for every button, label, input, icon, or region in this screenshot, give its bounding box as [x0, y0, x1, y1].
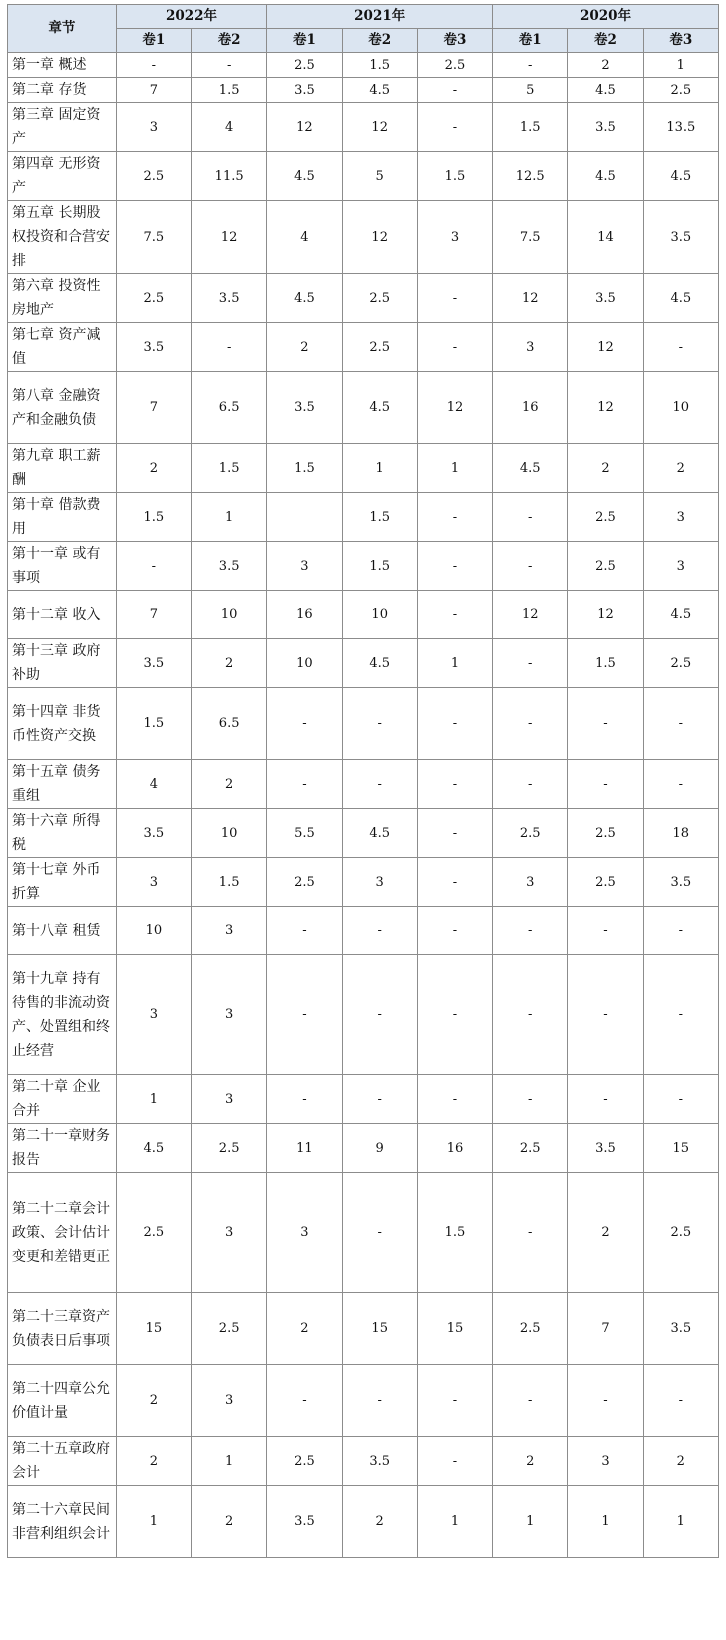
score-cell: 1: [643, 1486, 718, 1558]
chapter-cell: 第八章 金融资产和金融负债: [8, 372, 117, 444]
score-cell: 3.5: [568, 274, 643, 323]
table-row: [8, 53, 719, 78]
score-cell: 4: [267, 201, 342, 274]
table-row: [8, 1124, 719, 1173]
chapter-cell: 第十五章 债务重组: [8, 760, 117, 809]
score-cell: 15: [643, 1124, 718, 1173]
score-cell: 12: [267, 103, 342, 152]
score-cell: 4.5: [643, 591, 718, 639]
score-cell: 2: [116, 1437, 191, 1486]
score-cell: 3: [493, 323, 568, 372]
score-cell: 2: [267, 1293, 342, 1365]
score-cell: -: [342, 907, 417, 955]
score-cell: -: [643, 907, 718, 955]
score-cell: 16: [417, 1124, 492, 1173]
chapter-cell: 第十章 借款费用: [8, 493, 117, 542]
score-cell: 3.5: [116, 323, 191, 372]
score-cell: 1.5: [493, 103, 568, 152]
score-cell: -: [116, 53, 191, 78]
chapter-column-header: 章节: [8, 5, 117, 53]
paper-header: 卷1: [267, 29, 342, 53]
score-cell: 7: [568, 1293, 643, 1365]
score-cell: 13.5: [643, 103, 718, 152]
score-cell: 1: [417, 639, 492, 688]
score-cell: 3: [267, 542, 342, 591]
score-cell: -: [493, 907, 568, 955]
chapter-cell: 第七章 资产减值: [8, 323, 117, 372]
table-row: [8, 152, 719, 201]
score-cell: 3: [342, 858, 417, 907]
score-cell: -: [568, 688, 643, 760]
score-cell: 1: [192, 493, 267, 542]
score-cell: -: [267, 1365, 342, 1437]
score-cell: 12: [342, 103, 417, 152]
score-cell: 6.5: [192, 372, 267, 444]
score-cell: 6.5: [192, 688, 267, 760]
year-header-2021: 2021年: [267, 5, 493, 29]
score-cell: -: [417, 542, 492, 591]
paper-header: 卷3: [417, 29, 492, 53]
score-cell: -: [417, 955, 492, 1075]
score-cell: -: [493, 542, 568, 591]
score-cell: -: [342, 1173, 417, 1293]
score-cell: 2.5: [643, 1173, 718, 1293]
score-cell: -: [493, 688, 568, 760]
score-cell: 2: [192, 1486, 267, 1558]
score-cell: -: [417, 103, 492, 152]
score-cell: 2.5: [568, 858, 643, 907]
score-cell: 4.5: [342, 639, 417, 688]
score-cell: 1: [192, 1437, 267, 1486]
score-cell: 14: [568, 201, 643, 274]
score-cell: 1.5: [342, 53, 417, 78]
score-cell: 2: [192, 760, 267, 809]
chapter-cell: 第二章 存货: [8, 78, 117, 103]
score-cell: 5.5: [267, 809, 342, 858]
score-cell: 3: [116, 858, 191, 907]
score-cell: -: [417, 809, 492, 858]
score-cell: -: [568, 1075, 643, 1124]
score-cell: -: [267, 1075, 342, 1124]
header-row-years: [8, 5, 719, 29]
score-cell: 2.5: [417, 53, 492, 78]
score-cell: 1.5: [192, 858, 267, 907]
score-cell: 3: [417, 201, 492, 274]
score-cell: 11: [267, 1124, 342, 1173]
chapter-cell: 第十八章 租赁: [8, 907, 117, 955]
score-cell: 3.5: [267, 78, 342, 103]
score-cell: -: [116, 542, 191, 591]
chapter-cell: 第二十三章资产负债表日后事项: [8, 1293, 117, 1365]
chapter-cell: 第二十六章民间非营利组织会计: [8, 1486, 117, 1558]
table-row: [8, 372, 719, 444]
score-cell: 12: [568, 591, 643, 639]
score-cell: 3.5: [568, 1124, 643, 1173]
score-cell: -: [568, 955, 643, 1075]
score-cell: 4.5: [342, 809, 417, 858]
score-cell: 12: [342, 201, 417, 274]
score-cell: -: [417, 760, 492, 809]
chapter-cell: 第十一章 或有事项: [8, 542, 117, 591]
score-cell: 1: [116, 1075, 191, 1124]
score-cell: 3: [116, 955, 191, 1075]
score-cell: 4.5: [493, 444, 568, 493]
score-cell: 3.5: [342, 1437, 417, 1486]
score-cell: 3.5: [116, 809, 191, 858]
score-cell: 4.5: [342, 372, 417, 444]
table-row: [8, 955, 719, 1075]
score-cell: 12: [192, 201, 267, 274]
table-row: [8, 78, 719, 103]
table-row: [8, 1365, 719, 1437]
chapter-cell: 第二十章 企业合并: [8, 1075, 117, 1124]
score-cell: 4.5: [568, 152, 643, 201]
score-cell: -: [643, 955, 718, 1075]
chapter-cell: 第二十四章公允价值计量: [8, 1365, 117, 1437]
score-cell: -: [267, 688, 342, 760]
score-cell: 2.5: [116, 152, 191, 201]
score-cell: -: [267, 955, 342, 1075]
score-cell: 3: [192, 955, 267, 1075]
table-row: [8, 907, 719, 955]
chapter-cell: 第一章 概述: [8, 53, 117, 78]
score-cell: 1.5: [417, 152, 492, 201]
score-cell: 16: [267, 591, 342, 639]
score-cell: 3: [192, 1173, 267, 1293]
score-cell: 4.5: [267, 274, 342, 323]
paper-header: 卷1: [493, 29, 568, 53]
paper-header: 卷2: [192, 29, 267, 53]
score-cell: -: [493, 1075, 568, 1124]
year-header-2020: 2020年: [493, 5, 719, 29]
table-row: [8, 688, 719, 760]
score-cell: 9: [342, 1124, 417, 1173]
score-cell: -: [342, 955, 417, 1075]
score-cell: 1.5: [417, 1173, 492, 1293]
score-cell: 2.5: [267, 1437, 342, 1486]
score-cell: 2.5: [192, 1293, 267, 1365]
score-cell: -: [643, 323, 718, 372]
score-cell: 3.5: [568, 103, 643, 152]
score-cell: 2: [568, 53, 643, 78]
score-cell: 3: [267, 1173, 342, 1293]
score-cell: -: [493, 760, 568, 809]
score-cell: 2: [342, 1486, 417, 1558]
chapter-cell: 第十七章 外币折算: [8, 858, 117, 907]
score-cell: -: [342, 1365, 417, 1437]
score-cell: 7: [116, 372, 191, 444]
score-cell: -: [417, 323, 492, 372]
table-header: [8, 5, 719, 53]
score-cell: 2.5: [342, 323, 417, 372]
score-cell: -: [267, 760, 342, 809]
chapter-cell: 第三章 固定资产: [8, 103, 117, 152]
score-cell: -: [417, 688, 492, 760]
score-cell: -: [342, 1075, 417, 1124]
score-cell: [267, 493, 342, 542]
score-cell: 4: [192, 103, 267, 152]
score-cell: 2: [643, 1437, 718, 1486]
score-cell: 7: [116, 591, 191, 639]
score-cell: 3: [192, 1075, 267, 1124]
score-cell: -: [417, 274, 492, 323]
chapter-cell: 第十九章 持有待售的非流动资产、处置组和终止经营: [8, 955, 117, 1075]
chapter-cell: 第十六章 所得税: [8, 809, 117, 858]
table-row: [8, 639, 719, 688]
table-row: [8, 444, 719, 493]
score-cell: 3: [192, 907, 267, 955]
score-cell: 3: [643, 493, 718, 542]
score-cell: 15: [417, 1293, 492, 1365]
score-cell: 11.5: [192, 152, 267, 201]
score-cell: -: [192, 323, 267, 372]
score-cell: 4.5: [643, 152, 718, 201]
score-cell: 2: [643, 444, 718, 493]
score-cell: 7.5: [116, 201, 191, 274]
table-row: [8, 760, 719, 809]
table-row: [8, 858, 719, 907]
score-cell: 2.5: [568, 493, 643, 542]
score-cell: 4.5: [116, 1124, 191, 1173]
table-row: [8, 1173, 719, 1293]
paper-header: 卷2: [568, 29, 643, 53]
paper-header: 卷2: [342, 29, 417, 53]
score-cell: 10: [192, 809, 267, 858]
score-cell: 3: [493, 858, 568, 907]
score-cell: 2: [568, 1173, 643, 1293]
score-cell: 10: [643, 372, 718, 444]
score-cell: -: [493, 1173, 568, 1293]
score-cell: -: [417, 1437, 492, 1486]
score-cell: -: [493, 1365, 568, 1437]
score-cell: 1: [568, 1486, 643, 1558]
score-cell: 12.5: [493, 152, 568, 201]
score-cell: 1: [116, 1486, 191, 1558]
score-cell: 2: [192, 639, 267, 688]
score-cell: -: [417, 493, 492, 542]
table-row: [8, 1486, 719, 1558]
table-row: [8, 542, 719, 591]
score-cell: 1: [643, 53, 718, 78]
score-cell: 2.5: [267, 53, 342, 78]
score-cell: 2.5: [493, 809, 568, 858]
score-cell: 3.5: [267, 1486, 342, 1558]
table-body: [8, 53, 719, 1558]
score-cell: -: [417, 858, 492, 907]
score-cell: 3: [643, 542, 718, 591]
score-cell: -: [417, 591, 492, 639]
score-cell: 10: [267, 639, 342, 688]
score-cell: -: [417, 1075, 492, 1124]
score-cell: 15: [116, 1293, 191, 1365]
score-cell: 1.5: [267, 444, 342, 493]
score-cell: 12: [493, 591, 568, 639]
score-cell: 1: [417, 444, 492, 493]
score-cell: 3: [192, 1365, 267, 1437]
score-cell: -: [267, 907, 342, 955]
score-cell: 16: [493, 372, 568, 444]
score-cell: 1.5: [116, 688, 191, 760]
score-cell: 3: [568, 1437, 643, 1486]
score-cell: -: [568, 907, 643, 955]
score-cell: 1.5: [192, 78, 267, 103]
chapter-cell: 第九章 职工薪酬: [8, 444, 117, 493]
score-cell: 2: [568, 444, 643, 493]
score-cell: 2.5: [116, 1173, 191, 1293]
score-cell: 4.5: [568, 78, 643, 103]
score-cell: 2.5: [568, 542, 643, 591]
table-row: [8, 1293, 719, 1365]
score-cell: 3.5: [116, 639, 191, 688]
score-cell: 4.5: [267, 152, 342, 201]
score-cell: 12: [568, 323, 643, 372]
score-cell: 3.5: [643, 1293, 718, 1365]
table-row: [8, 809, 719, 858]
score-cell: 3.5: [643, 858, 718, 907]
score-cell: 10: [192, 591, 267, 639]
score-cell: -: [417, 907, 492, 955]
score-cell: -: [417, 78, 492, 103]
year-header-2022: 2022年: [116, 5, 267, 29]
score-cell: 1.5: [568, 639, 643, 688]
score-cell: 2.5: [568, 809, 643, 858]
score-cell: 12: [493, 274, 568, 323]
score-cell: -: [568, 1365, 643, 1437]
score-cell: 7.5: [493, 201, 568, 274]
score-cell: 3.5: [192, 274, 267, 323]
paper-header: 卷1: [116, 29, 191, 53]
chapter-cell: 第十二章 收入: [8, 591, 117, 639]
score-cell: 1.5: [116, 493, 191, 542]
chapter-cell: 第二十二章会计政策、会计估计变更和差错更正: [8, 1173, 117, 1293]
score-cell: 3.5: [267, 372, 342, 444]
chapter-cell: 第二十一章财务报告: [8, 1124, 117, 1173]
table-row: [8, 274, 719, 323]
score-cell: 4.5: [342, 78, 417, 103]
table-row: [8, 201, 719, 274]
table-row: [8, 103, 719, 152]
score-distribution-table: [7, 4, 719, 1558]
score-cell: 2.5: [116, 274, 191, 323]
score-cell: 2: [116, 444, 191, 493]
score-cell: -: [493, 639, 568, 688]
score-cell: 1.5: [342, 493, 417, 542]
chapter-cell: 第四章 无形资产: [8, 152, 117, 201]
score-cell: 10: [342, 591, 417, 639]
score-cell: 2.5: [493, 1124, 568, 1173]
score-cell: 12: [568, 372, 643, 444]
score-cell: 2.5: [267, 858, 342, 907]
score-cell: -: [568, 760, 643, 809]
score-cell: -: [643, 1365, 718, 1437]
score-cell: 12: [417, 372, 492, 444]
score-cell: 4.5: [643, 274, 718, 323]
score-cell: 2.5: [342, 274, 417, 323]
score-cell: 4: [116, 760, 191, 809]
score-cell: -: [643, 1075, 718, 1124]
paper-header: 卷3: [643, 29, 718, 53]
score-cell: 5: [342, 152, 417, 201]
score-cell: -: [192, 53, 267, 78]
score-cell: 1: [417, 1486, 492, 1558]
chapter-cell: 第五章 长期股权投资和合营安排: [8, 201, 117, 274]
score-cell: 10: [116, 907, 191, 955]
chapter-cell: 第十三章 政府补助: [8, 639, 117, 688]
score-cell: -: [643, 760, 718, 809]
score-cell: 3.5: [643, 201, 718, 274]
score-cell: 18: [643, 809, 718, 858]
chapter-cell: 第六章 投资性房地产: [8, 274, 117, 323]
score-cell: 2: [267, 323, 342, 372]
table-row: [8, 1437, 719, 1486]
score-cell: 1.5: [192, 444, 267, 493]
chapter-cell: 第二十五章政府会计: [8, 1437, 117, 1486]
score-cell: 7: [116, 78, 191, 103]
score-cell: 15: [342, 1293, 417, 1365]
table-row: [8, 1075, 719, 1124]
table-row: [8, 323, 719, 372]
score-cell: 2.5: [643, 78, 718, 103]
score-cell: 2.5: [493, 1293, 568, 1365]
score-cell: -: [493, 53, 568, 78]
score-cell: 1: [342, 444, 417, 493]
score-cell: -: [417, 1365, 492, 1437]
score-cell: -: [493, 955, 568, 1075]
score-cell: 5: [493, 78, 568, 103]
score-cell: 1.5: [342, 542, 417, 591]
score-cell: 2.5: [643, 639, 718, 688]
score-cell: 2.5: [192, 1124, 267, 1173]
score-cell: -: [342, 760, 417, 809]
score-cell: 2: [116, 1365, 191, 1437]
score-cell: 3.5: [192, 542, 267, 591]
score-cell: -: [643, 688, 718, 760]
table-row: [8, 591, 719, 639]
score-cell: 3: [116, 103, 191, 152]
score-cell: 1: [493, 1486, 568, 1558]
score-cell: -: [342, 688, 417, 760]
score-cell: -: [493, 493, 568, 542]
score-cell: 2: [493, 1437, 568, 1486]
table-row: [8, 493, 719, 542]
chapter-cell: 第十四章 非货币性资产交换: [8, 688, 117, 760]
